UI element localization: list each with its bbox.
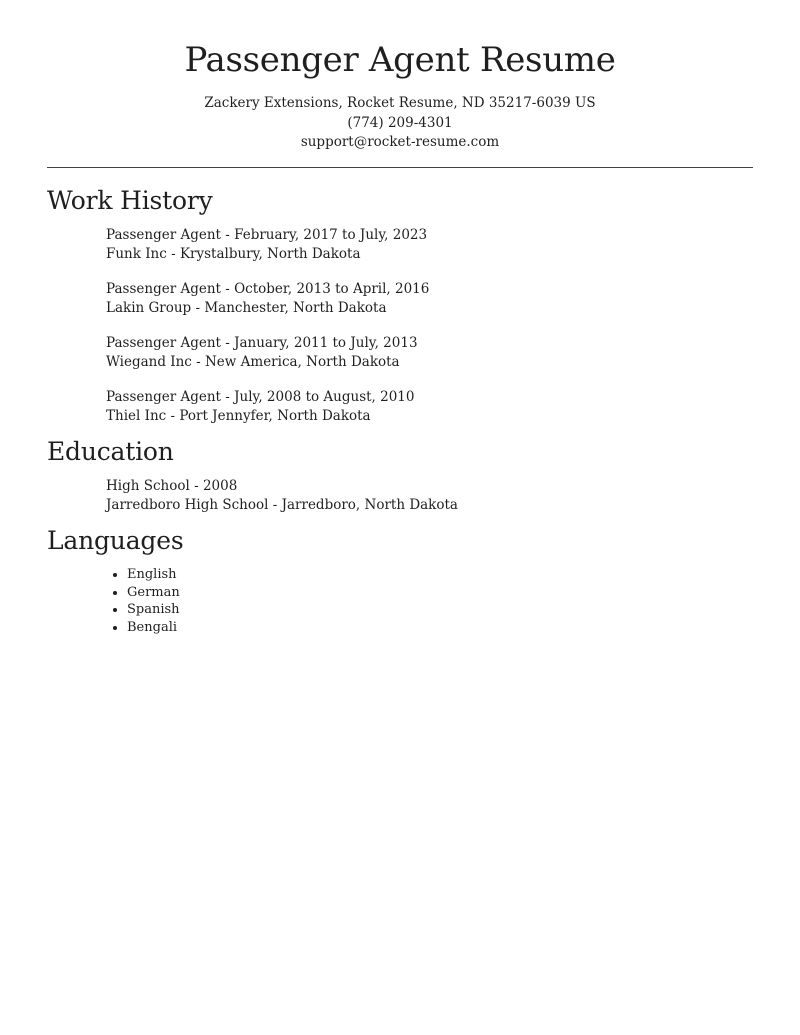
- job-entry: [106, 280, 429, 318]
- job-title-dates: Passenger Agent - July, 2008 to August, 2010: [106, 389, 415, 405]
- language-item: • Spanish: [127, 601, 180, 619]
- education-heading: Education: [47, 437, 174, 466]
- languages-list: [106, 566, 180, 637]
- page-title: Passenger Agent Resume: [184, 40, 616, 80]
- email: support@rocket-resume.com: [300, 134, 500, 150]
- education-degree-year: High School - 2008: [106, 478, 238, 494]
- job-entry: [106, 334, 418, 372]
- job-company-location: Thiel Inc - Port Jennyfer, North Dakota: [106, 408, 371, 424]
- language-item: • English: [127, 566, 180, 584]
- address: Zackery Extensions, Rocket Resume, ND 35217-6039 US: [204, 95, 596, 111]
- education-school-location: Jarredboro High School - Jarredboro, North Dakota: [106, 497, 458, 513]
- job-company-location: Wiegand Inc - New America, North Dakota: [106, 354, 400, 370]
- job-entry: [106, 388, 415, 426]
- job-title-dates: Passenger Agent - October, 2013 to April, 2016: [106, 281, 430, 297]
- language-item: • Bengali: [127, 619, 180, 637]
- job-company-location: Funk Inc - Krystalbury, North Dakota: [106, 246, 361, 262]
- work-history-heading: Work History: [47, 186, 213, 215]
- job-title-dates: Passenger Agent - February, 2017 to July, 2023: [106, 227, 428, 243]
- job-title-dates: Passenger Agent - January, 2011 to July, 2013: [106, 335, 418, 351]
- contact-info: [0, 94, 800, 153]
- phone: (774) 209-4301: [347, 114, 453, 131]
- languages-heading: Languages: [47, 526, 184, 555]
- job-entry: [106, 226, 427, 264]
- education-entry: [106, 477, 458, 515]
- language-item: • German: [127, 584, 180, 602]
- job-company-location: Lakin Group - Manchester, North Dakota: [106, 300, 387, 316]
- header-divider: [47, 167, 753, 168]
